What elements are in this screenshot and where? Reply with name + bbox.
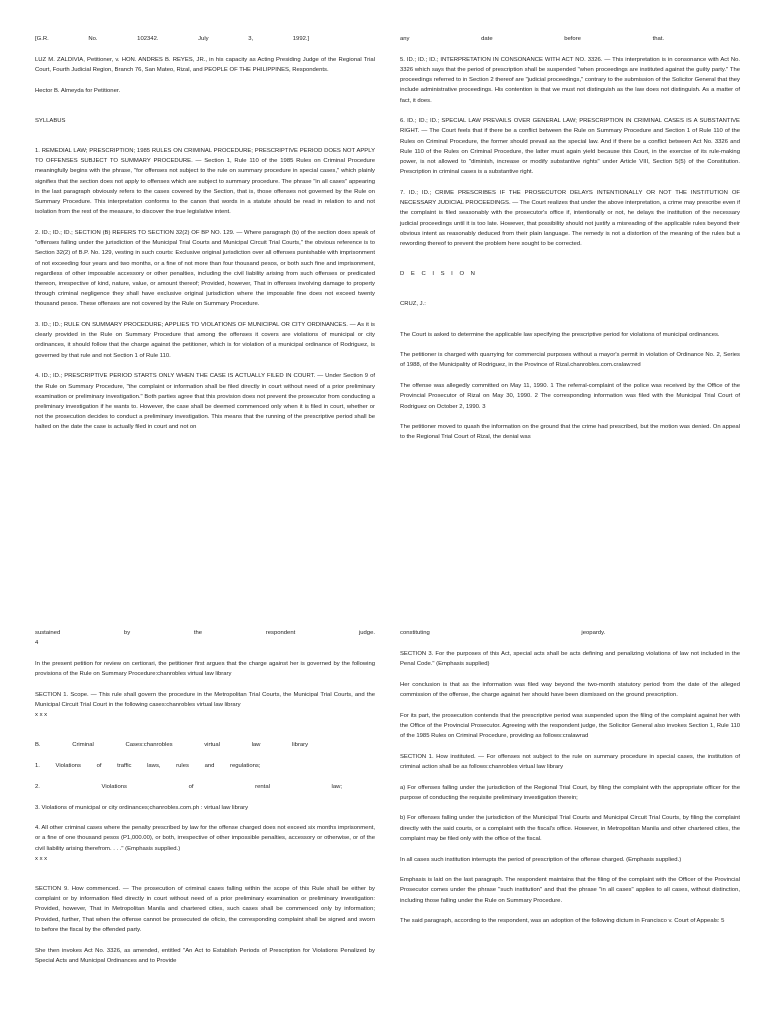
decision-paragraph: The petitioner moved to quash the information on the ground that the crime had prescribed, but the motion was denied. On appeal to the Regional Trial Court of Rizal, the denial was — [400, 424, 740, 441]
document-page-2 — [0, 512, 768, 1024]
quoted-rule: SECTION 9. How commenced. — The prosecution of criminal cases falling within the scope of this Rule shall be either by complaint or by information filed directly in court without need of a prior preliminary examination or preliminary investigation: Provided, however, That in Metropolitan Manila and chartered cities, such cases shall be commenced only by information; Provided, further, That when the offense cannot be prosecuted de oficio, the corresponding complaint shall be signed and sworn to before the fiscal by the offended party. — [35, 886, 375, 933]
quoted-rule: a) For offenses falling under the jurisdiction of the Regional Trial Court, by filing the complaint with the appropriate officer for the purpose of conducting the requisite preliminary investigation therein; — [400, 784, 740, 801]
page-2-left-column — [35, 628, 375, 976]
quoted-rule: In all cases such institution interrupts the period of prescription of the offense charged. (Emphasis supplied.) — [400, 856, 682, 863]
quoted-rule: 2. Violations of rental law; — [35, 783, 343, 790]
decision-paragraph: The petitioner is charged with quarrying for commercial purposes without a mayor's permit in violation of Ordinance No. 2, Series of 1988, of the Municipality of Rodriguez, in the Province of Rizal.chanrobles.com.cralaw:red — [400, 352, 740, 369]
quoted-rule: 1. Violations of traffic laws, rules and regulations; — [35, 763, 261, 770]
syllabus-paragraph: 2. ID.; ID.; ID.; SECTION (B) REFERS TO SECTION 32(2) OF BP NO. 129. — Where paragraph (b) of the section does speak of "offenses falling under the jurisdiction of the Municipal Trial Courts and Municipal Circuit Trial Courts," the obvious reference is to Section 32(2) of B.P. No. 129, vesting in such courts: Exclusive original jurisdiction over all offenses punishable with imprisonment of not exceeding four years and two months, or a fine of not more than four thousand pesos, or both such fine and imprisonment, regardless of other imposable accessory or other penalties, including the civil liability arising from such offenses or predicated thereon, irrespective of kind, nature, value, or amount thereof; Provided, however, That in offenses involving damage to property through criminal negligence they shall have exclusive original jurisdiction where the imposable fine does not exceed twenty thousand pesos. These offenses are not covered by the Rule on Summary Procedure. — [35, 229, 375, 308]
decision-paragraph: The said paragraph, according to the respondent, was an adoption of the following dictum in Francisco v. Court of Appeals: 5 — [400, 918, 725, 925]
ellipsis-marker: x x x — [35, 712, 48, 719]
syllabus-paragraph: 1. REMEDIAL LAW; PRESCRIPTION; 1985 RULES ON CRIMINAL PROCEDURE; PRESCRIPTIVE PERIOD DOES NOT APPLY TO OFFENSES SUBJECT TO SUMMARY PROCEDURE. — Section 1, Rule 110 of the 1985 Rules on Criminal Procedure meaningfully begins with the phrase, "for offenses not subject to the rule on summary procedure in special cases," which plainly signifies that the section does not apply to offenses which are subject to summary procedure. The phrase "in all cases" appearing in the last paragraph obviously refers to the cases covered by the Section, that is, those offenses not governed by the Rule on Summary Procedure. This interpretation conforms to the canon that words in a statute should be read in relation to and not isolation from the rest of the measure, to discover the true legislative intent. — [35, 148, 375, 216]
case-citation: [G.R. No. 102342. July 3, 1992.] — [35, 36, 310, 42]
decision-paragraph: The Court is asked to determine the applicable law specifying the prescriptive period for violations of municipal ordinances. — [400, 331, 720, 338]
ponente: CRUZ, J.: — [400, 301, 426, 308]
quoted-rule: b) For offenses falling under the jurisdiction of the Municipal Trial Courts and Municipal Circuit Trial Courts, by filing the complaint directly with the said courts, or a complaint with the fiscal's office. However, in Metropolitan Manila and other chartered cities, the complaint may be filed only with the office of the fiscal. — [400, 815, 740, 842]
page-2-right-column — [400, 628, 740, 937]
decision-paragraph: In the present petition for review on certiorari, the petitioner first argues that the charge against her is governed by the following provisions of the Rule on Summary Procedure:chanrobles virtual law library — [35, 660, 375, 678]
syllabus-paragraph: 3. ID.; ID.; RULE ON SUMMARY PROCEDURE; APPLIES TO VIOLATIONS OF MUNICIPAL OR CITY ORDINANCES. — As it is clearly provided in the Rule on Summary Procedure that among the offenses it covers are violations of municipal or city ordinances, it should follow that the charge against the petitioner, which is for violation of a municipal ordinance of Rodriguez, is governed by that rule and not Section 1 of Rule 110. — [35, 322, 375, 359]
page-1-right-column — [400, 34, 740, 453]
decision-heading: D E C I S I O N — [400, 271, 478, 278]
syllabus-paragraph: 5. ID.; ID.; ID.; INTERPRETATION IN CONSONANCE WITH ACT NO. 3326. — This interpretation is in consonance with Act No. 3326 which says that the period of prescription shall be suspended "when proceedings are instituted against the guilty party." The proceedings referred to in Section 2 thereof are "judicial proceedings," contrary to the submission of the Solicitor General that they include administrative proceedings. His contention is that we must not distinguish as the law does not distinguish. As a matter of fact, it does. — [400, 56, 740, 104]
decision-paragraph: Emphasis is laid on the last paragraph. The respondent maintains that the filing of the complaint with the Officer of the Provincial Prosecutor comes under the phrase "such institution" and that the phrase "in all cases" applies to all cases, without distinction, including those falling under the Rule on Summary Procedure. — [400, 877, 740, 904]
continuation-text: constituting jeopardy. — [400, 630, 606, 636]
page-1-left-column — [35, 34, 375, 443]
quoted-rule: SECTION 1. How instituted. — For offenses not subject to the rule on summary procedure in special cases, the institution of criminal action shall be as follows:chanrobles virtual law library — [400, 753, 740, 770]
syllabus-paragraph: 7. ID.; ID.; CRIME PRESCRIBES IF THE PROSECUTOR DELAYS INTENTIONALLY OR NOT THE INSTITUTION OF NECESSARY JUDICIAL PROCEEDINGS. — The Court realizes that under the above interpretation, a crime may prescribe even if the complaint is filed seasonably with the prosecutor's office if, intentionally or not, he delays the institution of the necessary judicial proceedings until it is too late. However, that possibility should not justify a misreading of the applicable rules beyond their obvious intent as reasonably deduced from their plain language. The remedy is not a distortion of the meaning of the rules but a rewording thereof to prevent the problem here sought to be corrected. — [400, 189, 740, 247]
quoted-rule: 3. Violations of municipal or city ordinances;chanrobles.com.ph : virtual law library — [35, 804, 249, 811]
syllabus-paragraph: 4. ID.; ID.; PRESCRIPTIVE PERIOD STARTS ONLY WHEN THE CASE IS ACTUALLY FILED IN COURT. — Under Section 9 of the Rule on Summary Procedure, "the complaint or information shall be filed directly in court without need of a prior preliminary examination or preliminary investigation." Both parties agree that this provision does not prevent the prosecutor from conducting a preliminary investigation if he wants to. However, the case shall be deemed commenced only when it is filed in court, whether or not the prosecution decides to conduct a preliminary investigation. This means that the running of the prescriptive period shall be halted on the date the case is actually filed in court and not on — [35, 373, 375, 431]
counsel-line: Hector B. Almeyda for Petitioner. — [35, 87, 121, 94]
syllabus-paragraph: 6. ID.; ID.; ID.; SPECIAL LAW PREVAILS OVER GENERAL LAW; PRESCRIPTION IN CRIMINAL CASES IS A SUBSTANTIVE RIGHT. — The Court feels that if there be a conflict between the Rule on Summary Procedure and Section 1 of Rule 110 of the Rules on Criminal Procedure, the former should prevail as the special law. And if there be a conflict between Act No. 3326 and Rule 110 of the Rules on Criminal Procedure, the latter must again yield because this Court, in the exercise of its rule-making power, is not allowed to "diminish, increase or modify substantive rights" under Article VIII, Section 5(5) of the Constitution. Prescription in criminal cases is a substantive right. — [400, 118, 740, 176]
decision-paragraph: Her conclusion is that as the information was filed way beyond the two-month statutory period from the date of the alleged commission of the offense, the charge against her should have been dismissed on the ground prescription. — [400, 681, 740, 698]
decision-paragraph: For its part, the prosecution contends that the prescriptive period was suspended upon the filing of the complaint against her with the Office of the Provincial Prosecutor. Agreeing with the respondent judge, the Solicitor General also invokes Section 1, Rule 110 of the 1985 Rules on Criminal Procedure, providing as follows:cralawrad — [400, 712, 740, 739]
continuation-text: any date before that. — [400, 36, 665, 42]
quoted-rule: 4. All other criminal cases where the penalty prescribed by law for the offense charged does not exceed six months imprisonment, or a fine of one thousand pesos (P1,000.00), or both, irrespective of other impossible penalties, accessory or otherwise, or of the civil liability arising therefrom. . . ." (Emphasis supplied.) — [35, 825, 375, 852]
decision-paragraph: She then invokes Act No. 3326, as amended, entitled "An Act to Establish Periods of Prescription for Violations Penalized by Special Acts and Municipal Ordinances and to Provide — [35, 947, 375, 964]
ellipsis-marker: x x x — [35, 855, 48, 862]
case-parties: LUZ M. ZALDIVIA, Petitioner, v. HON. ANDRES B. REYES, JR., in his capacity as Acting Presiding Judge of the Regional Trial Court, Fourth Judicial Region, Branch 76, San Mateo, Rizal, and PEOPLE OF THE PHILIPPINES, Respondents. — [35, 56, 375, 73]
quoted-rule: SECTION 3. For the purposes of this Act, special acts shall be acts defining and penalizing violations of law not included in the Penal Code." (Emphasis supplied) — [400, 650, 740, 667]
decision-paragraph: sustained by the respondent judge. 4 — [35, 630, 375, 647]
syllabus-heading: SYLLABUS — [35, 117, 66, 124]
quoted-rule: B. Criminal Cases:chanrobles virtual law library — [35, 742, 309, 749]
quoted-rule: SECTION 1. Scope. — This rule shall govern the procedure in the Metropolitan Trial Courts, the Municipal Trial Courts, and the Municipal Circuit Trial Court in the following cases:chanrobles virtual law library — [35, 691, 375, 709]
decision-paragraph: The offense was allegedly committed on May 11, 1990. 1 The referral-complaint of the police was received by the Office of the Provincial Prosecutor of Rizal on May 30, 1990. 2 The corresponding information was filed with the Municipal Trial Court of Rodriguez on October 2, 1990. 3 — [400, 383, 740, 410]
